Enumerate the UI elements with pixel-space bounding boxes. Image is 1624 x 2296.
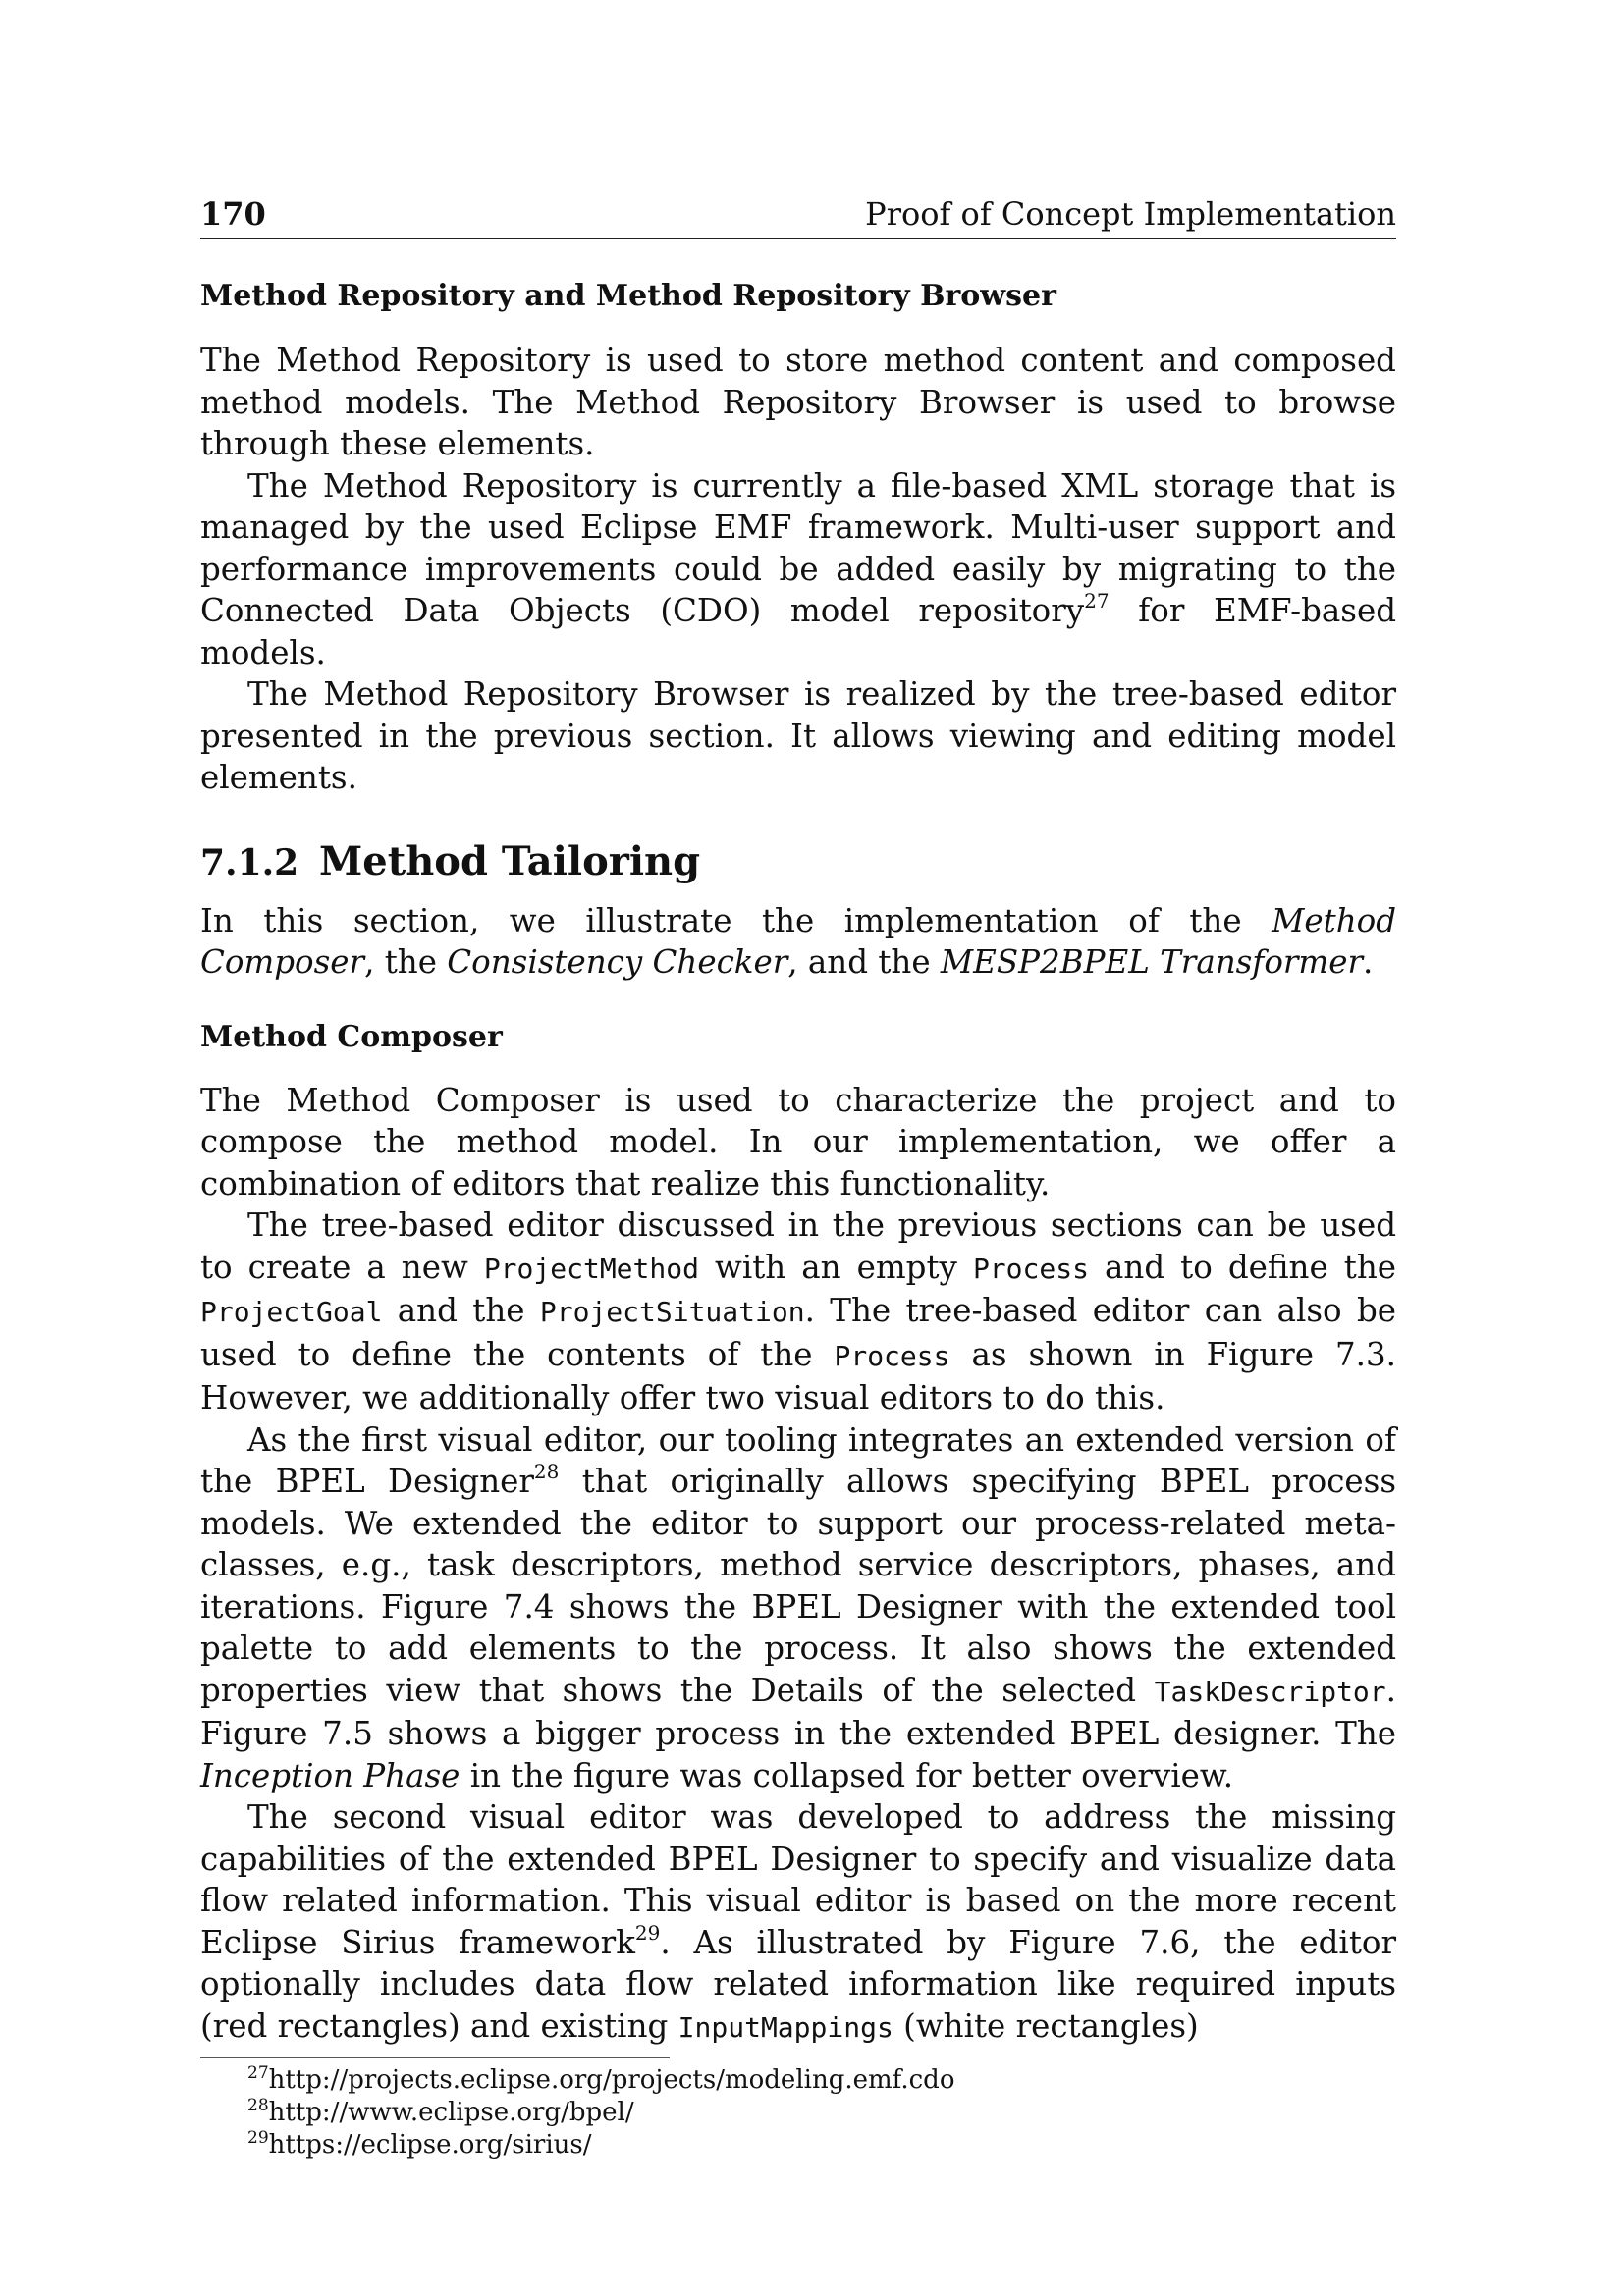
section-heading [200, 838, 1396, 884]
running-title: Proof of Concept Implementation [865, 195, 1396, 233]
composer-paragraph-1: The Method Composer is used to characterize the project and to compose the method model. In our implementation, we offer a combination of editors that realize this functionality. [200, 1081, 1396, 1202]
footnote-27: $^{27}$http://projects.eclipse.org/projects/modeling.emf.cdo [247, 2063, 955, 2095]
composer-heading: Method Composer [200, 1019, 503, 1054]
footnotes [200, 2064, 1396, 2162]
repo-paragraph-3: The Method Repository Browser is realized by the tree-based editor presented in the previous section. It allows viewing and editing model elements. [200, 675, 1396, 796]
running-header [200, 194, 1396, 239]
footnote-link[interactable]: http://projects.eclipse.org/projects/modeling.emf.cdo [268, 2065, 955, 2095]
repo-paragraph-1: The Method Repository is used to store method content and composed method models. The Method Repository Browser is used to browse through these elements. [200, 342, 1396, 462]
page-number: 170 [200, 195, 266, 233]
repo-heading: Method Repository and Method Repository Browser [200, 279, 1056, 313]
tailoring-intro: In this section, we illustrate the implementation of the Method Composer, the Consistency Checker, and the MESP2BPEL Transformer. [200, 901, 1396, 981]
repo-paragraph-2: The Method Repository is currently a file-based XML storage that is managed by the used Eclipse EMF framework. Multi-user support and performance improvements could be added easily by migrating to the Connected Data Objects (CDO) model repository$^{27}$ for EMF-based models. [200, 466, 1396, 671]
footnote-link[interactable]: https://eclipse.org/sirius/ [268, 2130, 592, 2160]
footnote-link[interactable]: http://www.eclipse.org/bpel/ [268, 2098, 634, 2127]
footnote-28: $^{28}$http://www.eclipse.org/bpel/ [247, 2096, 634, 2127]
section-title: Method Tailoring [319, 837, 701, 884]
section-number: 7.1.2 [200, 841, 299, 883]
footnote-ref-27[interactable]: 27 [1084, 589, 1110, 613]
composer-paragraph-2: The tree-based editor discussed in the previous sections can be used to create a new ProjectMethod with an empty Process and to define the ProjectGoal and the ProjectSituation. The tree-based editor can also be used to define the contents of the Process as shown in Figure 7.3. However, we additionally offer two visual editors to do this. [200, 1206, 1396, 1416]
composer-paragraph-3: As the first visual editor, our tooling integrates an extended version of the BPEL Designer$^{28}$ that originally allows specifying BPEL process models. We extended the editor to support our process-related meta-classes, e.g., task descriptors, method service descriptors, phases, and iterations. Figure 7.4 shows the BPEL Designer with the extended tool palette to add elements to the process. It also shows the extended properties view that shows the Details of the selected TaskDescriptor. Figure 7.5 shows a bigger process in the extended BPEL designer. The Inception Phase in the figure was collapsed for better overview. [200, 1420, 1396, 1794]
footnote-ref-29[interactable]: 29 [634, 1920, 661, 1945]
composer-paragraph-4: The second visual editor was developed to address the missing capabilities of the extended BPEL Designer to specify and visualize data flow related information. This visual editor is based on the more recent Eclipse Sirius framework$^{29}$. As illustrated by Figure 7.6, the editor optionally includes data flow related information like required inputs (red rectangles) and existing InputMappings (white rectangles) [200, 1798, 1396, 2045]
page [200, 194, 1396, 2162]
footnote-divider [200, 2057, 670, 2058]
footnote-29: $^{29}$https://eclipse.org/sirius/ [247, 2128, 592, 2160]
footnote-ref-28[interactable]: 28 [533, 1460, 560, 1483]
